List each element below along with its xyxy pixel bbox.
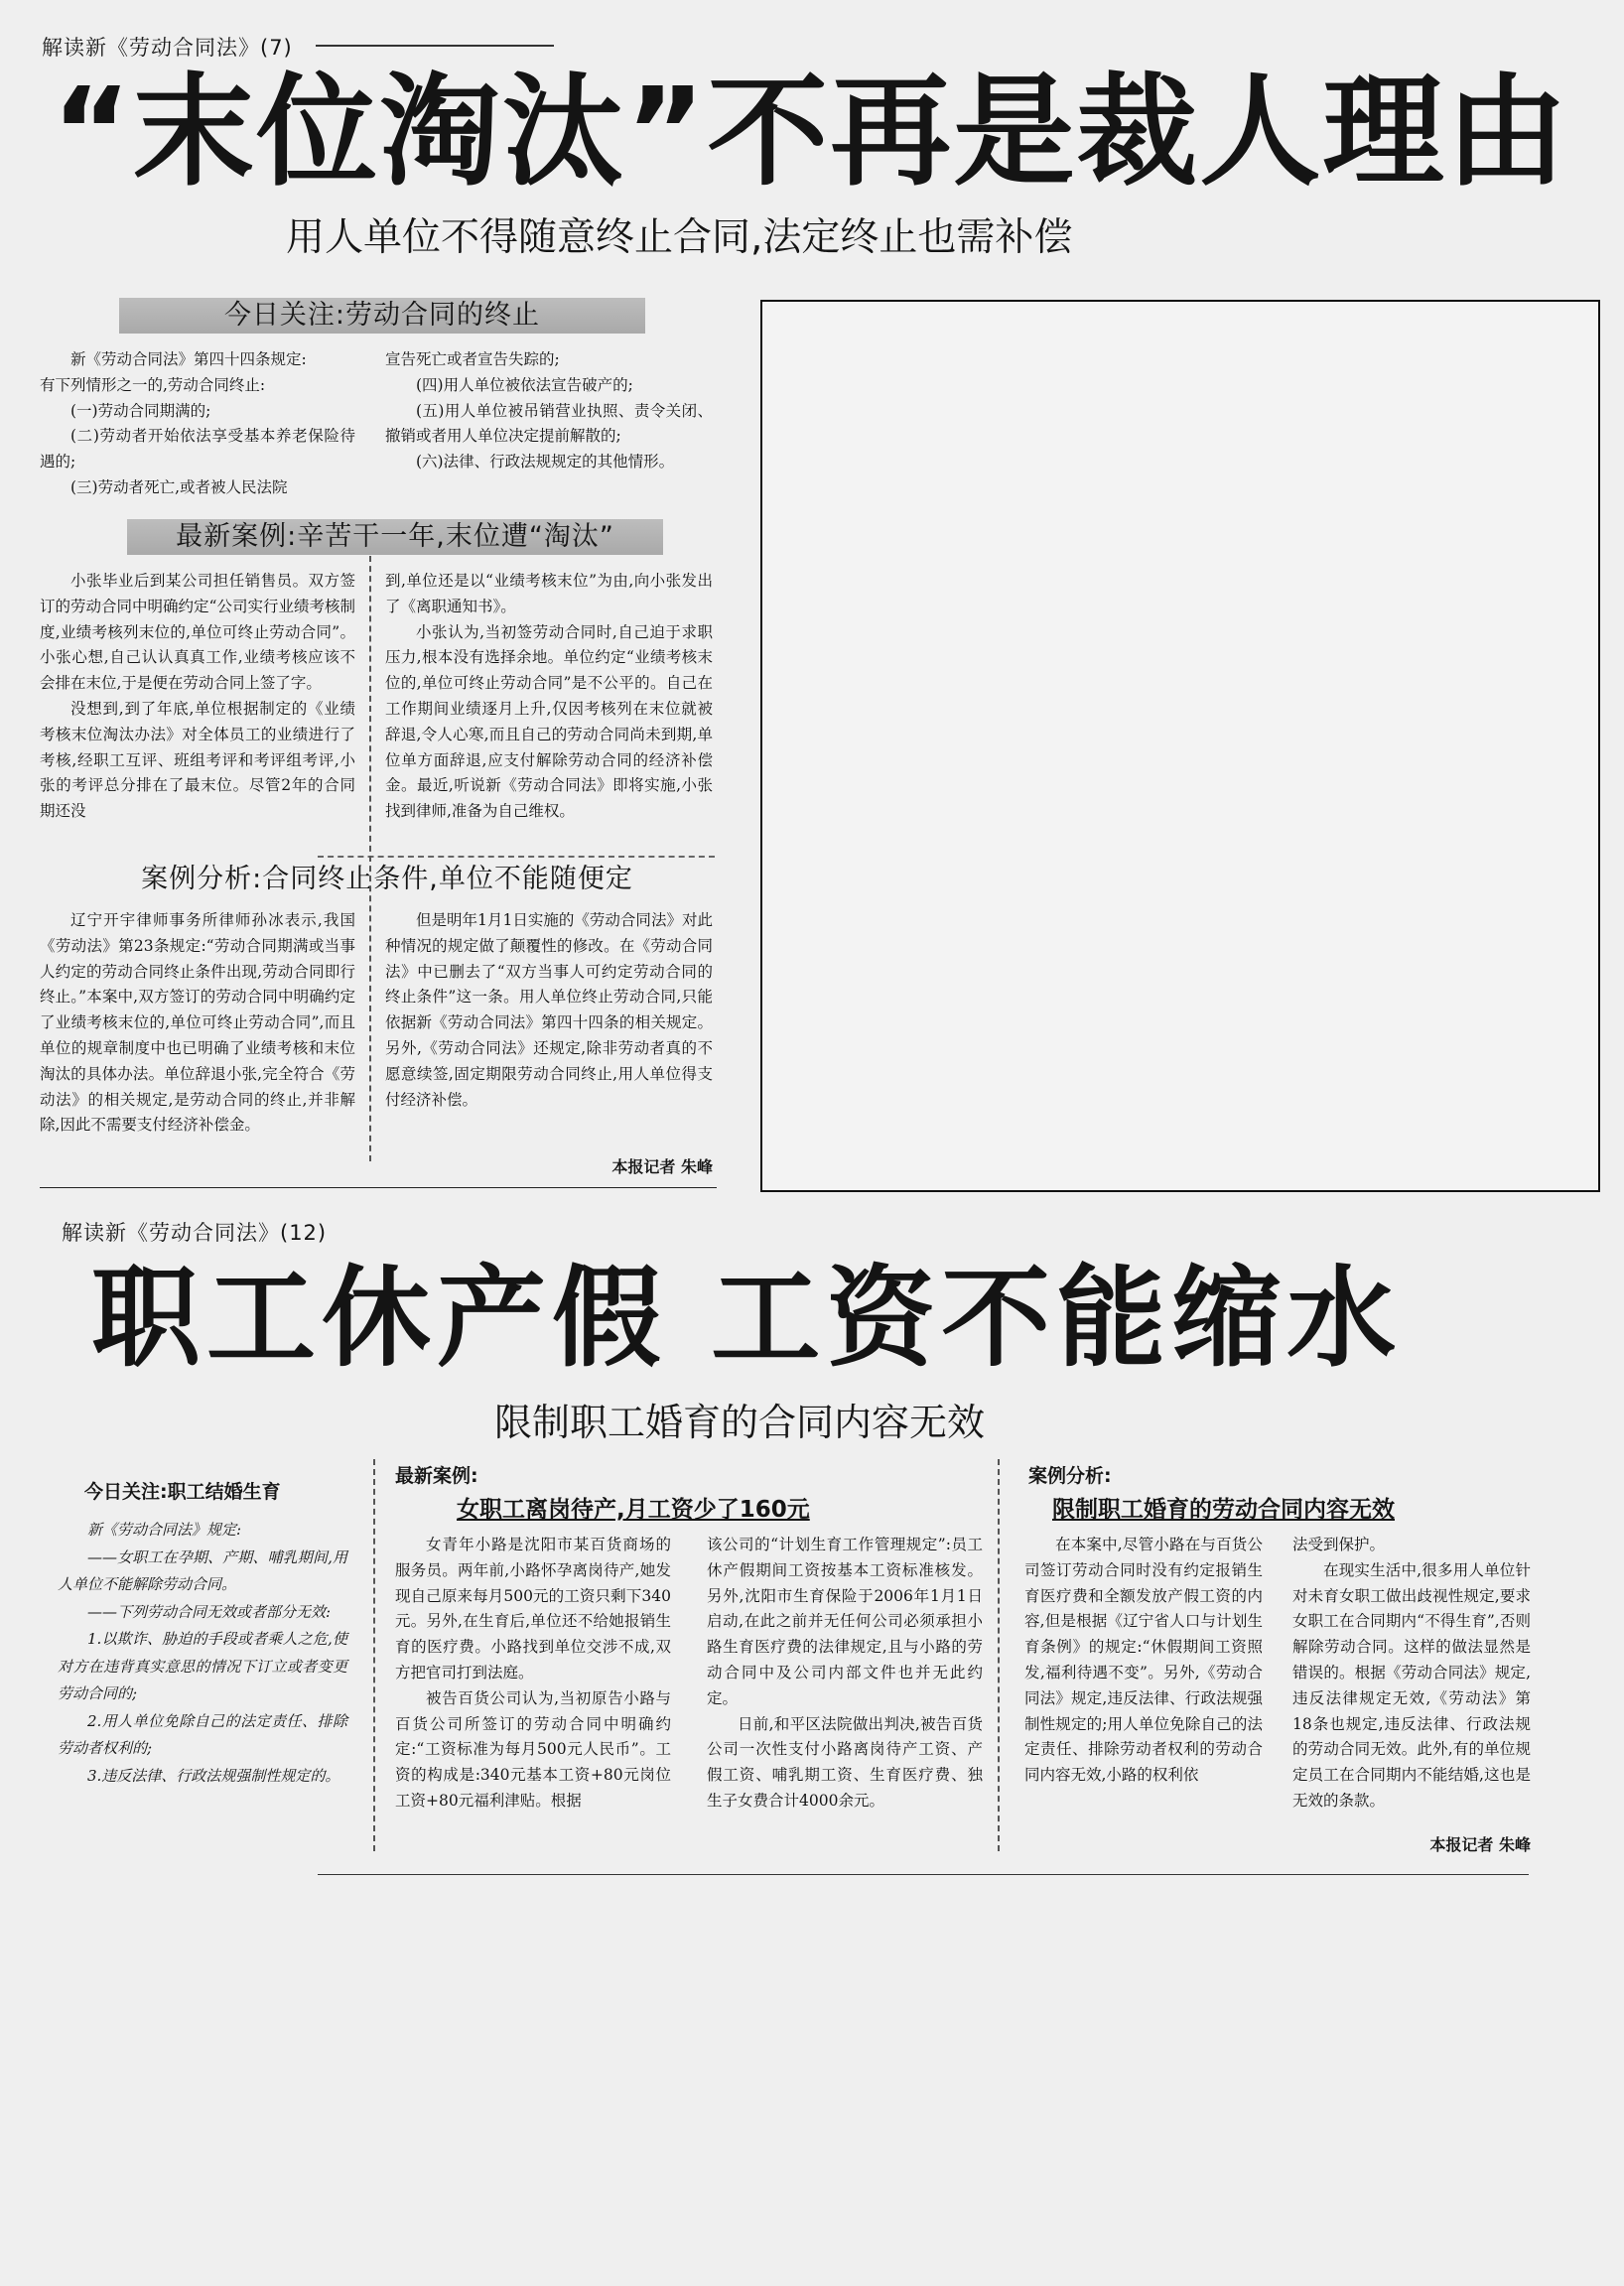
paragraph: (五)用人单位被吊销营业执照、责令关闭、撤销或者用人单位决定提前解散的;: [385, 401, 713, 446]
paragraph: (六)法律、行政法规规定的其他情形。: [416, 453, 675, 471]
paragraph: 宣告死亡或者宣告失踪的;: [385, 350, 560, 368]
article-rule: [40, 1187, 717, 1188]
case2-left-col: [395, 1533, 671, 1815]
headline-1: “末位淘汰”不再是裁人理由: [52, 62, 1569, 202]
subhead-2: 限制职工婚育的合同内容无效: [494, 1401, 986, 1444]
column-divider: [369, 556, 371, 1161]
section-divider: [318, 856, 715, 858]
paragraph: 女青年小路是沈阳市某百货商场的服务员。两年前,小路怀孕离岗待产,她发现自己原来每月500元的工资只剩下340元。另外,在生育后,单位还不给她报销生育的医疗费。小路找到单位交涉不成,双方把官司打到法庭。: [395, 1536, 671, 1681]
focus-right-col: [385, 347, 713, 475]
series-rule: [316, 45, 554, 47]
paragraph: 小张毕业后到某公司担任销售员。双方签订的劳动合同中明确约定“公司实行业绩考核制度,业绩考核列末位的,单位可终止劳动合同”。小张心想,自己认认真真工作,业绩考核应该不会排在末位,于是便在劳动合同上签了字。: [40, 572, 355, 693]
case-left-col: [40, 569, 355, 825]
paragraph: 2.用人单位免除自己的法定责任、排除劳动者权利的;: [58, 1711, 347, 1757]
case-right-col: [385, 569, 713, 825]
paragraph: 有下列情形之一的,劳动合同终止:: [40, 375, 266, 394]
byline-1: 本报记者 朱峰: [611, 1157, 713, 1176]
subhead-1: 用人单位不得随意终止合同,法定终止也需补偿: [286, 215, 1073, 260]
paragraph: 日前,和平区法院做出判决,被告百货公司一次性支付小路离岗待产工资、产假工资、哺乳期工资、生育医疗费、独生子女费合计4000余元。: [707, 1714, 983, 1810]
paragraph: 新《劳动合同法》规定:: [87, 1521, 242, 1539]
analysis2-right-col: [1292, 1533, 1531, 1815]
section-title-analysis-1: 案例分析:合同终止条件,单位不能随便定: [141, 864, 633, 894]
photo-frame: [760, 300, 1600, 1192]
paragraph: 1.以欺诈、胁迫的手段或者乘人之危,使对方在违背真实意思的情况下订立或者变更劳动合同的;: [58, 1630, 347, 1702]
paragraph: 辽宁开宇律师事务所律师孙冰表示,我国《劳动法》第23条规定:“劳动合同期满或当事人约定的劳动合同终止条件出现,劳动合同即行终止。”本案中,双方签订的劳动合同中明确约定了业绩考核末位的,单位可终止劳动合同”,而且单位的规章制度中也已明确了业绩考核和末位淘汰的具体办法。单位辞退小张,完全符合《劳动法》的相关规定,是劳动合同的终止,并非解除,因此不需要支付经济补偿金。: [40, 911, 355, 1135]
section-title-analysis-2: 限制职工婚育的劳动合同内容无效: [1052, 1497, 1395, 1523]
section-title-case-2: 女职工离岗待产,月工资少了160元: [457, 1497, 810, 1523]
paragraph: 在本案中,尽管小路在与百货公司签订劳动合同时没有约定报销生育医疗费和全额发放产假工资的内容,但是根据《辽宁省人口与计划生育条例》的规定:“休假期间工资照发,福利待遇不变”。另外,《劳动合同法》规定,违反法律、行政法规强制性规定的;用人单位免除自己的法定责任、排除劳动者权利的劳动合同内容无效,小路的权利依: [1024, 1536, 1263, 1785]
paragraph: ——女职工在孕期、产期、哺乳期间,用人单位不能解除劳动合同。: [58, 1547, 347, 1593]
focus2-col: [58, 1517, 347, 1790]
column-divider: [373, 1459, 375, 1851]
paragraph: 3.违反法律、行政法规强制性规定的。: [87, 1766, 340, 1785]
paragraph: 但是明年1月1日实施的《劳动合同法》对此种情况的规定做了颠覆性的修改。在《劳动合同法》中已删去了“双方当事人可约定劳动合同的终止条件”这一条。用人单位终止劳动合同,只能依据新《劳动合同法》第四十四条的相关规定。另外,《劳动合同法》还规定,除非劳动者真的不愿意续签,固定期限劳动合同终止,用人单位得支付经济补偿。: [385, 911, 713, 1109]
series-label-7: 解读新《劳动合同法》(7): [42, 36, 293, 60]
section-title-focus-1: 今日关注:劳动合同的终止: [119, 298, 645, 334]
analysis2-left-col: [1024, 1533, 1263, 1789]
focus-left-col: [40, 347, 355, 501]
analysis-left-col: [40, 908, 355, 1139]
headline-2: 职工休产假 工资不能缩水: [91, 1255, 1403, 1382]
column-divider: [998, 1459, 1000, 1851]
paragraph: 没想到,到了年底,单位根据制定的《业绩考核末位淘汰办法》对全体员工的业绩进行了考核,经职工互评、班组考评和考评组考评,小张的考评总分排在了最末位。尽管2年的合同期还没: [40, 699, 355, 821]
paragraph: 被告百货公司认为,当初原告小路与百货公司所签订的劳动合同中明确约定:“工资标准为每月500元人民币”。工资的构成是:340元基本工资+80元岗位工资+80元福利津贴。根据: [395, 1688, 671, 1810]
paragraph: ——下列劳动合同无效或者部分无效:: [87, 1602, 332, 1621]
paragraph: 该公司的“计划生育工作管理规定”:员工休产假期间工资按基本工资标准核发。另外,沈阳市生育保险于2006年1月1日启动,在此之前并无任何公司必须承担小路生育医疗费的法律规定,且与小路的劳动合同中及公司内部文件也并无此约定。: [707, 1536, 983, 1707]
analysis-right-col: [385, 908, 713, 1113]
series-label-12: 解读新《劳动合同法》(12): [62, 1221, 328, 1245]
paragraph: 在现实生活中,很多用人单位针对未育女职工做出歧视性规定,要求女职工在合同期内“不得生育”,否则解除劳动合同。这样的做法显然是错误的。根据《劳动合同法》规定,违反法律规定无效,《劳动法》第18条也规定,违反法律、行政法规的劳动合同无效。此外,有的单位规定员工在合同期内不能结婚,这也是无效的条款。: [1292, 1560, 1531, 1810]
section-title-focus-2: 今日关注:职工结婚生育: [84, 1481, 281, 1503]
paragraph: (一)劳动合同期满的;: [70, 401, 211, 420]
paragraph: (四)用人单位被依法宣告破产的;: [416, 375, 633, 394]
paragraph: (三)劳动者死亡,或者被人民法院: [70, 477, 288, 496]
section-title-case-1: 最新案例:辛苦干一年,末位遭“淘汰”: [127, 519, 663, 555]
paragraph: 法受到保护。: [1292, 1536, 1386, 1553]
article-rule: [318, 1874, 1529, 1875]
case2-right-col: [707, 1533, 983, 1815]
paragraph: 到,单位还是以“业绩考核末位”为由,向小张发出了《离职通知书》。: [385, 572, 713, 615]
paragraph: (二)劳动者开始依法享受基本养老保险待遇的;: [40, 427, 355, 471]
analysis-label-2: 案例分析:: [1028, 1465, 1112, 1487]
case-label-2: 最新案例:: [395, 1465, 478, 1487]
byline-2: 本报记者 朱峰: [1429, 1835, 1531, 1854]
paragraph: 小张认为,当初签劳动合同时,自己迫于求职压力,根本没有选择余地。单位约定“业绩考核末位的,单位可终止劳动合同”是不公平的。自己在工作期间业绩逐月上升,仅因考核列在末位就被辞退,令人心寒,而且自己的劳动合同尚未到期,单位单方面辞退,应支付解除劳动合同的经济补偿金。最近,听说新《劳动合同法》即将实施,小张找到律师,准备为自己维权。: [385, 622, 713, 821]
paragraph: 新《劳动合同法》第四十四条规定:: [70, 350, 307, 368]
